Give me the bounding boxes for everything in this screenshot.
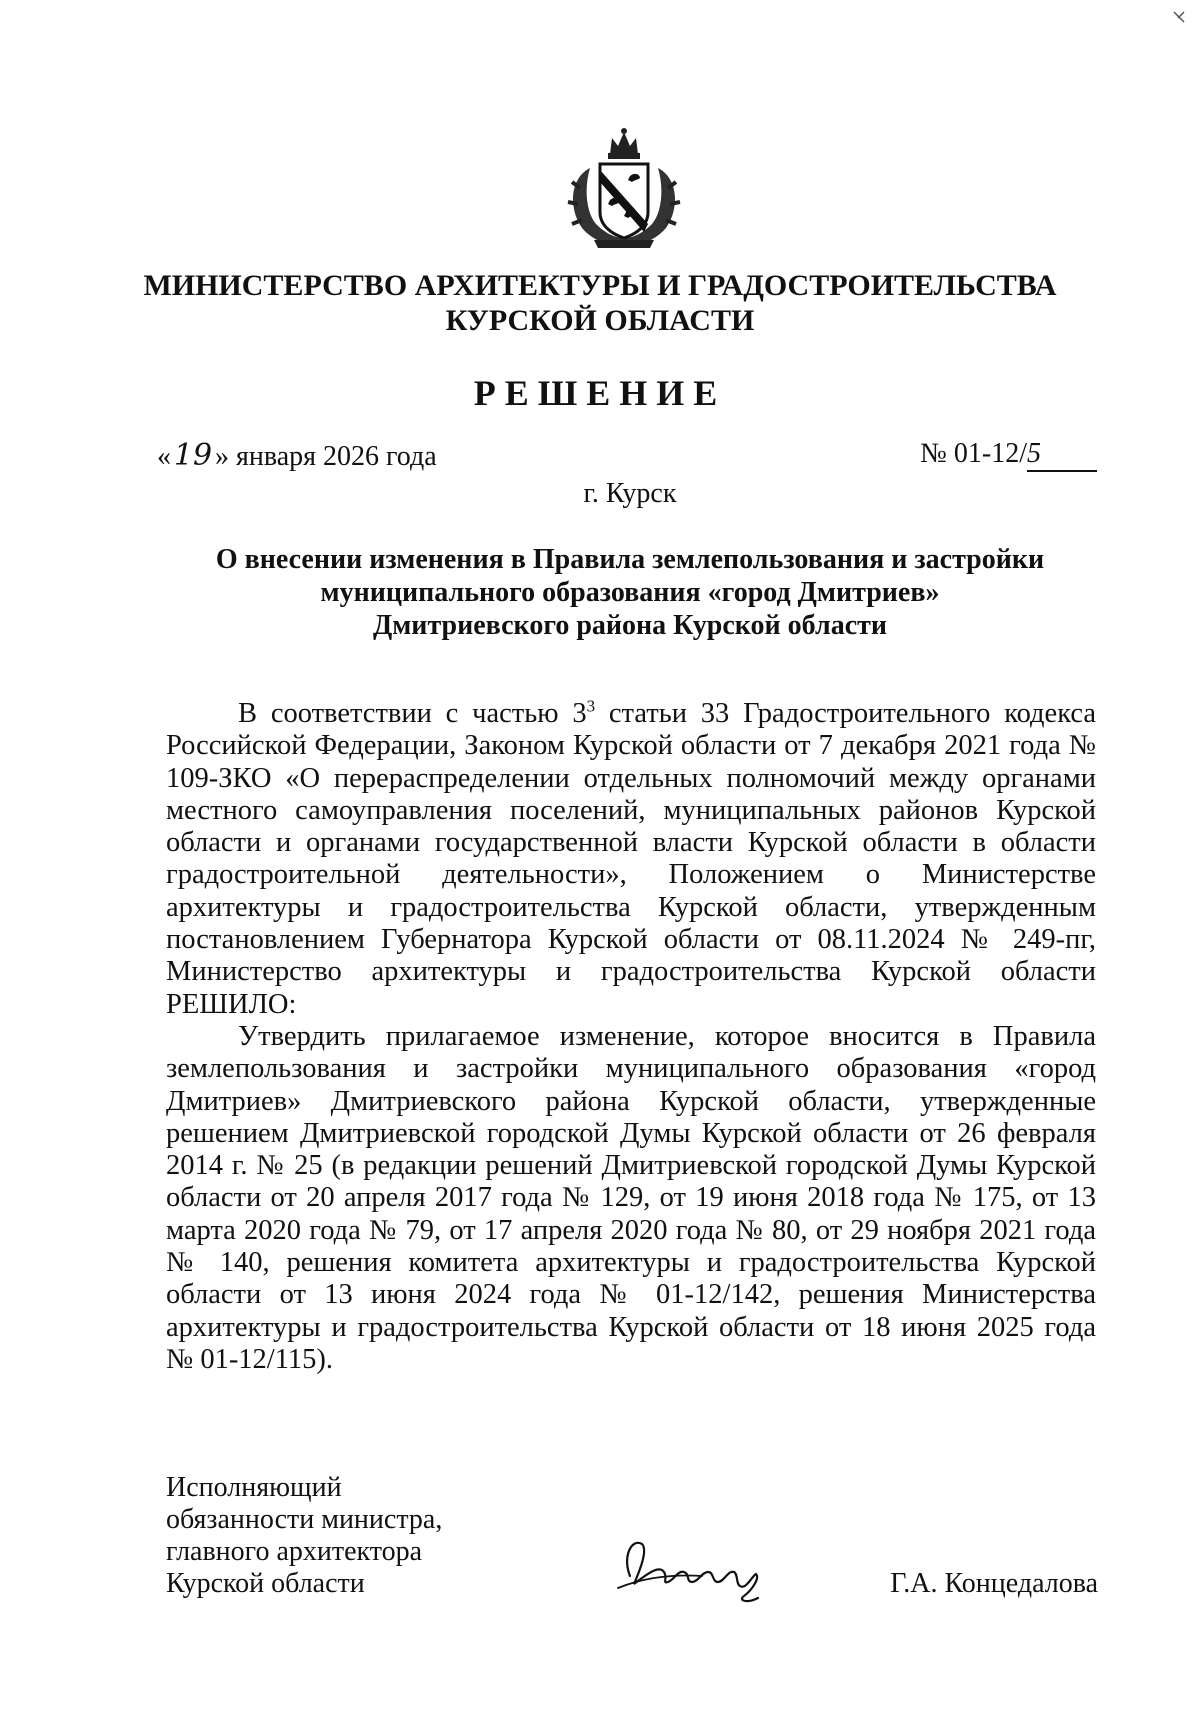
corner-mark-icon: [1172, 10, 1186, 24]
document-type-heading: РЕШЕНИЕ: [473, 373, 727, 413]
body-paragraph-1: [166, 698, 1096, 1021]
signer-position: [166, 1472, 442, 1600]
document-body: [166, 698, 1096, 1376]
handwritten-signature-icon: [612, 1526, 782, 1606]
document-number-prefix: № 01-12/: [920, 438, 1027, 469]
date-open-quote: «: [157, 441, 171, 472]
subject-line1: О внесении изменения в Правила землепользования и застройки: [215, 544, 1045, 575]
paragraph-1-superscript: 3: [586, 696, 596, 716]
document-subject: [160, 543, 1100, 642]
body-paragraph-2: Утвердить прилагаемое изменение, которое вносится в Правила землепользования и застройки муниципального образования «город Дмитриев» Дмитриевского района Курской области, утвержденные решением Дмитриевской городской Думы Курской области от 26 февраля 2014 г. № 25 (в редакции решений Дмитриевской городской Думы Курской области от 20 апреля 2017 года № 129, от 19 июня 2018 года № 175, от 13 марта 2020 года № 79, от 17 апреля 2020 года № 80, от 29 ноября 2021 года № 140, решения комитета архитектуры и градостроительства Курской области от 13 июня 2024 года № 01-12/142, решения Министерства архитектуры и градостроительства Курской области от 18 июня 2025 года № 01-12/115).: [166, 1020, 1096, 1375]
date-rest: » января 2026 года: [215, 441, 437, 472]
ministry-name-line2: КУРСКОЙ ОБЛАСТИ: [445, 304, 755, 337]
signer-position-line1: Исполняющий: [166, 1472, 342, 1503]
ministry-name-line1: МИНИСТЕРСТВО АРХИТЕКТУРЫ И ГРАДОСТРОИТЕЛЬСТВА: [143, 269, 1057, 302]
document-number-handwritten: 5: [1027, 438, 1097, 472]
signer-position-line3: главного архитектора: [166, 1536, 423, 1567]
document-city: г. Курск: [583, 478, 677, 509]
paragraph-1-start: В соответствии с частью 3: [238, 698, 587, 729]
paragraph-1-rest: статьи 33 Градостроительного кодекса Российской Федерации, Законом Курской области от 7 декабря 2021 года № 109-ЗКО «О перераспределении отдельных полномочий между органами местного самоуправления поселений, муниципальных районов Курской области и органами государственной власти Курской области в области градостроительной деятельности», Положением о Министерстве архитектуры и градостроительства Курской области, утвержденным постановлением Губернатора Курской области от 08.11.2024 № 249-пг, Министерство архитектуры и градостроительства Курской области РЕШИЛО:: [166, 698, 1096, 1020]
coat-of-arms-icon: [560, 128, 688, 250]
subject-line3: Дмитриевского района Курской области: [372, 610, 888, 641]
document-date: [157, 438, 437, 473]
date-day-handwritten: 19: [173, 438, 213, 473]
document-number: [920, 438, 1097, 472]
ministry-name: [130, 268, 1070, 338]
signer-position-line4: Курской области: [166, 1568, 365, 1599]
subject-line2: муниципального образования «город Дмитриев»: [320, 577, 940, 608]
signer-position-line2: обязанности министра,: [166, 1504, 443, 1535]
signer-name: Г.А. Концедалова: [890, 1568, 1098, 1599]
